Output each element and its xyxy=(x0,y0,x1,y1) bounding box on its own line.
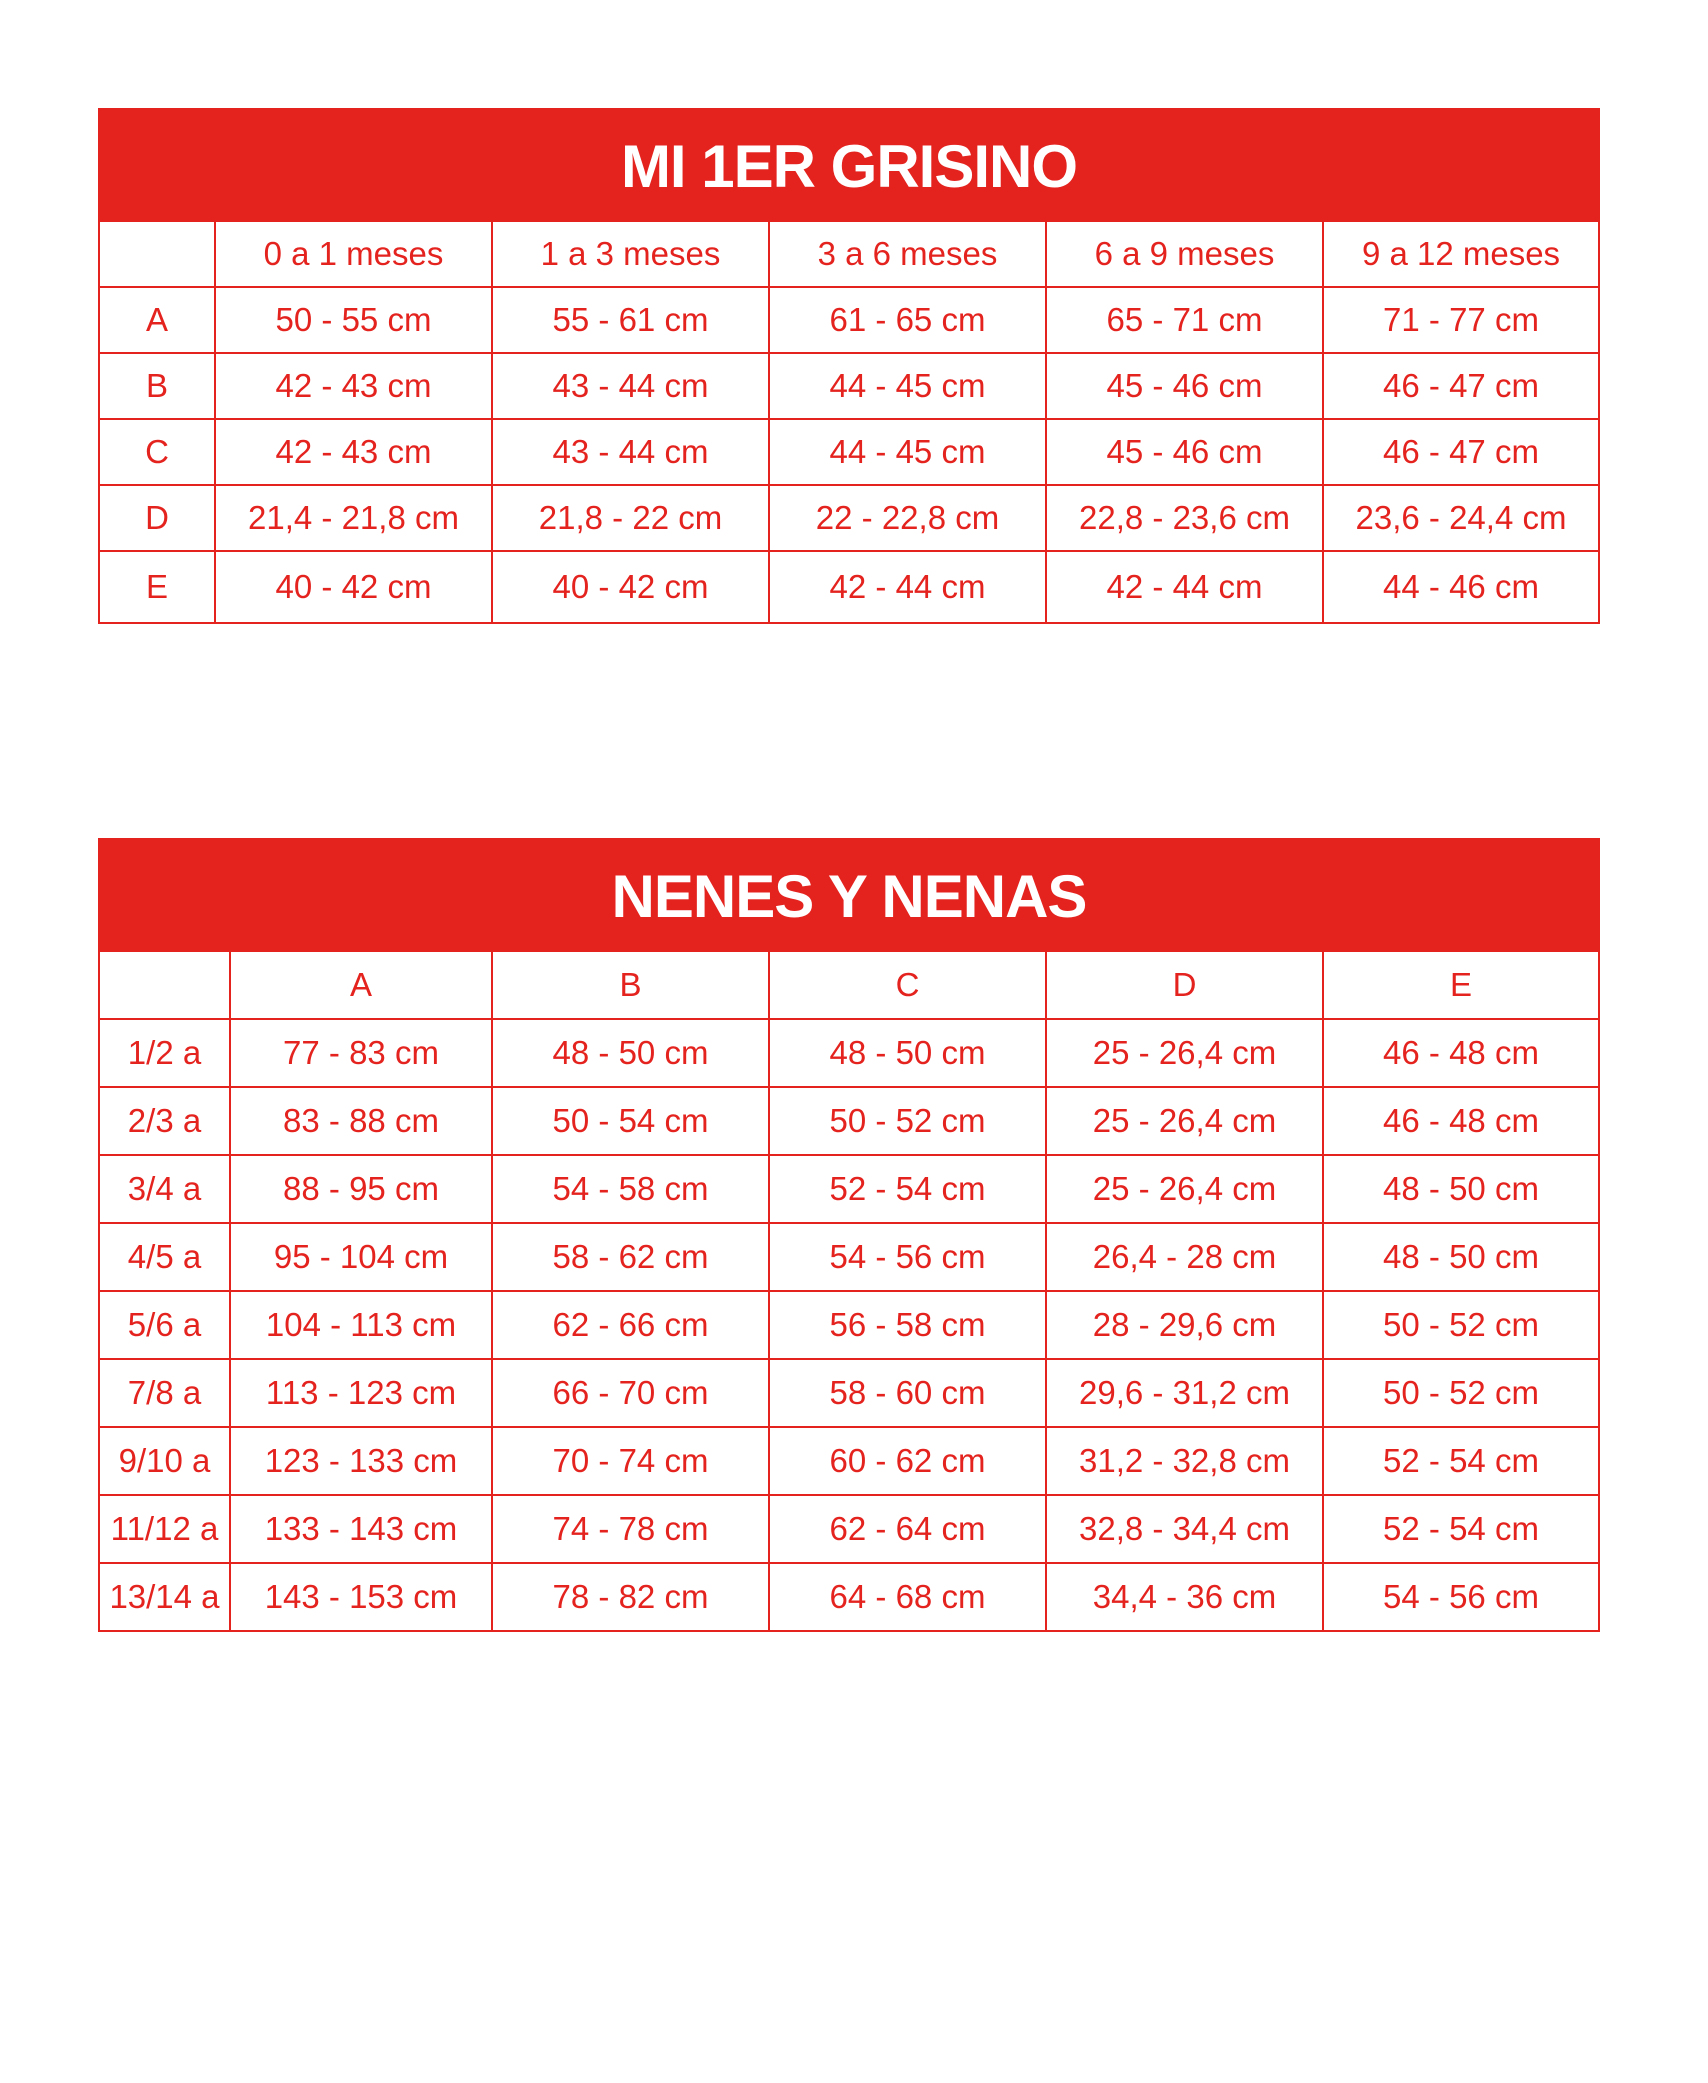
row-header: 1/2 a xyxy=(100,1019,230,1087)
header-row xyxy=(100,952,1598,1019)
table-cell: 78 - 82 cm xyxy=(492,1563,769,1630)
table-cell: 25 - 26,4 cm xyxy=(1046,1087,1323,1155)
table-cell: 113 - 123 cm xyxy=(230,1359,492,1427)
table-cell: 46 - 47 cm xyxy=(1323,353,1598,419)
table-cell: 48 - 50 cm xyxy=(1323,1155,1598,1223)
column-header: E xyxy=(1323,952,1598,1019)
table-cell: 44 - 45 cm xyxy=(769,353,1046,419)
table-cell: 42 - 43 cm xyxy=(215,353,492,419)
table-cell: 42 - 43 cm xyxy=(215,419,492,485)
table-cell: 62 - 64 cm xyxy=(769,1495,1046,1563)
table-cell: 143 - 153 cm xyxy=(230,1563,492,1630)
table-cell: 44 - 46 cm xyxy=(1323,551,1598,622)
table-cell: 45 - 46 cm xyxy=(1046,353,1323,419)
table-cell: 60 - 62 cm xyxy=(769,1427,1046,1495)
table-cell: 52 - 54 cm xyxy=(1323,1427,1598,1495)
table-cell: 48 - 50 cm xyxy=(769,1019,1046,1087)
table-cell: 62 - 66 cm xyxy=(492,1291,769,1359)
table-title: MI 1ER GRISINO xyxy=(100,110,1598,222)
column-header: 0 a 1 meses xyxy=(215,222,492,287)
table-cell: 104 - 113 cm xyxy=(230,1291,492,1359)
table-cell: 46 - 47 cm xyxy=(1323,419,1598,485)
table-cell: 32,8 - 34,4 cm xyxy=(1046,1495,1323,1563)
row-header: 3/4 a xyxy=(100,1155,230,1223)
table-cell: 23,6 - 24,4 cm xyxy=(1323,485,1598,551)
table-cell: 25 - 26,4 cm xyxy=(1046,1155,1323,1223)
table-cell: 52 - 54 cm xyxy=(1323,1495,1598,1563)
table-cell: 43 - 44 cm xyxy=(492,353,769,419)
column-header: 6 a 9 meses xyxy=(1046,222,1323,287)
row-header: C xyxy=(100,419,215,485)
table-cell: 48 - 50 cm xyxy=(1323,1223,1598,1291)
row-header: A xyxy=(100,287,215,353)
table-row xyxy=(100,287,1598,353)
table-cell: 54 - 56 cm xyxy=(1323,1563,1598,1630)
table-cell: 48 - 50 cm xyxy=(492,1019,769,1087)
table-cell: 83 - 88 cm xyxy=(230,1087,492,1155)
table-cell: 21,4 - 21,8 cm xyxy=(215,485,492,551)
size-grid xyxy=(100,222,1598,622)
table-cell: 50 - 55 cm xyxy=(215,287,492,353)
table-cell: 123 - 133 cm xyxy=(230,1427,492,1495)
table-cell: 40 - 42 cm xyxy=(215,551,492,622)
row-header: E xyxy=(100,551,215,622)
table-row xyxy=(100,1223,1598,1291)
table-cell: 21,8 - 22 cm xyxy=(492,485,769,551)
table-cell: 46 - 48 cm xyxy=(1323,1019,1598,1087)
row-header: 13/14 a xyxy=(100,1563,230,1630)
table-cell: 34,4 - 36 cm xyxy=(1046,1563,1323,1630)
table-row xyxy=(100,551,1598,622)
table-cell: 50 - 52 cm xyxy=(1323,1291,1598,1359)
column-header: D xyxy=(1046,952,1323,1019)
size-table-nenes-y-nenas xyxy=(98,838,1600,1632)
table-cell: 74 - 78 cm xyxy=(492,1495,769,1563)
row-header: 9/10 a xyxy=(100,1427,230,1495)
table-cell: 50 - 54 cm xyxy=(492,1087,769,1155)
table-cell: 56 - 58 cm xyxy=(769,1291,1046,1359)
column-header: A xyxy=(230,952,492,1019)
table-cell: 70 - 74 cm xyxy=(492,1427,769,1495)
table-row xyxy=(100,1155,1598,1223)
table-cell: 133 - 143 cm xyxy=(230,1495,492,1563)
row-header: 7/8 a xyxy=(100,1359,230,1427)
table-row xyxy=(100,485,1598,551)
table-cell: 46 - 48 cm xyxy=(1323,1087,1598,1155)
row-header: 2/3 a xyxy=(100,1087,230,1155)
corner-cell xyxy=(100,222,215,287)
table-cell: 25 - 26,4 cm xyxy=(1046,1019,1323,1087)
table-row xyxy=(100,1087,1598,1155)
table-cell: 28 - 29,6 cm xyxy=(1046,1291,1323,1359)
row-header: B xyxy=(100,353,215,419)
table-cell: 22,8 - 23,6 cm xyxy=(1046,485,1323,551)
row-header: 4/5 a xyxy=(100,1223,230,1291)
table-cell: 54 - 56 cm xyxy=(769,1223,1046,1291)
table-cell: 58 - 60 cm xyxy=(769,1359,1046,1427)
corner-cell xyxy=(100,952,230,1019)
table-cell: 42 - 44 cm xyxy=(769,551,1046,622)
table-cell: 64 - 68 cm xyxy=(769,1563,1046,1630)
size-grid xyxy=(100,952,1598,1630)
table-cell: 55 - 61 cm xyxy=(492,287,769,353)
table-cell: 61 - 65 cm xyxy=(769,287,1046,353)
row-header: 11/12 a xyxy=(100,1495,230,1563)
column-header: 9 a 12 meses xyxy=(1323,222,1598,287)
table-row xyxy=(100,353,1598,419)
table-row xyxy=(100,1359,1598,1427)
table-cell: 43 - 44 cm xyxy=(492,419,769,485)
table-cell: 52 - 54 cm xyxy=(769,1155,1046,1223)
table-cell: 66 - 70 cm xyxy=(492,1359,769,1427)
table-cell: 65 - 71 cm xyxy=(1046,287,1323,353)
table-cell: 54 - 58 cm xyxy=(492,1155,769,1223)
table-row xyxy=(100,419,1598,485)
table-cell: 40 - 42 cm xyxy=(492,551,769,622)
table-title: NENES Y NENAS xyxy=(100,840,1598,952)
row-header: 5/6 a xyxy=(100,1291,230,1359)
table-cell: 58 - 62 cm xyxy=(492,1223,769,1291)
table-row xyxy=(100,1495,1598,1563)
table-cell: 71 - 77 cm xyxy=(1323,287,1598,353)
table-cell: 26,4 - 28 cm xyxy=(1046,1223,1323,1291)
table-cell: 45 - 46 cm xyxy=(1046,419,1323,485)
table-row xyxy=(100,1427,1598,1495)
row-header: D xyxy=(100,485,215,551)
table-cell: 31,2 - 32,8 cm xyxy=(1046,1427,1323,1495)
table-cell: 44 - 45 cm xyxy=(769,419,1046,485)
header-row xyxy=(100,222,1598,287)
size-table-grisino xyxy=(98,108,1600,624)
column-header: 1 a 3 meses xyxy=(492,222,769,287)
table-cell: 88 - 95 cm xyxy=(230,1155,492,1223)
table-cell: 50 - 52 cm xyxy=(769,1087,1046,1155)
table-cell: 95 - 104 cm xyxy=(230,1223,492,1291)
table-cell: 42 - 44 cm xyxy=(1046,551,1323,622)
column-header: C xyxy=(769,952,1046,1019)
table-cell: 77 - 83 cm xyxy=(230,1019,492,1087)
table-cell: 22 - 22,8 cm xyxy=(769,485,1046,551)
table-row xyxy=(100,1291,1598,1359)
table-row xyxy=(100,1563,1598,1630)
column-header: B xyxy=(492,952,769,1019)
table-cell: 50 - 52 cm xyxy=(1323,1359,1598,1427)
column-header: 3 a 6 meses xyxy=(769,222,1046,287)
table-cell: 29,6 - 31,2 cm xyxy=(1046,1359,1323,1427)
table-row xyxy=(100,1019,1598,1087)
